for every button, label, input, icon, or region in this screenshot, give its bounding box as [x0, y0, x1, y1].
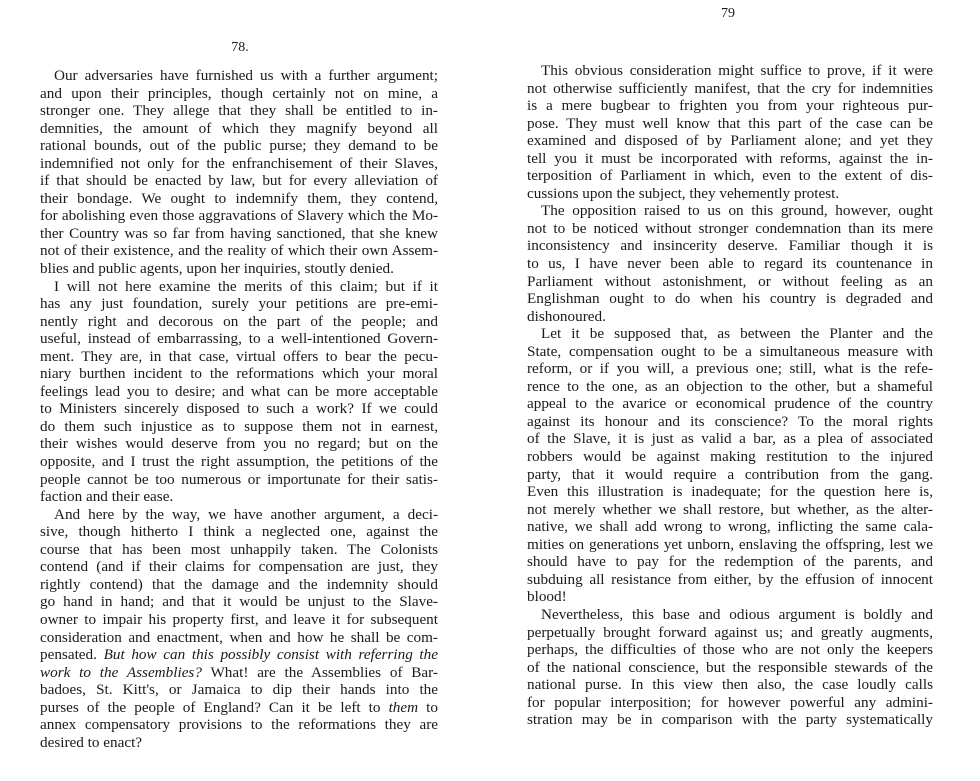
text-line: go hand in hand; and that it would be unjust to the Slave-: [40, 593, 438, 611]
text-line: perhaps, the difficulties of those who are not only the keepers: [527, 641, 933, 659]
text-line: This obvious consideration might suffice to prove, if it were: [541, 62, 933, 79]
text-line: course that has been most unhappily taken. The Colonists: [40, 540, 438, 558]
left-page-text: [40, 67, 438, 751]
text-line: annex compensatory provisions to the reformations they are: [40, 716, 438, 734]
text-line: not otherwise sufficiently manifest, that the cry for indemnities: [527, 79, 933, 97]
text-line: blies and public agents, upon her inquiries, stoutly denied.: [40, 260, 394, 278]
italic-text: work to the Assemblies?: [40, 663, 202, 681]
text-line: owner to impair his property first, and leave it for subsequent: [40, 610, 438, 628]
text-line: tell you it must be incorporated with reforms, against the in-: [527, 149, 933, 167]
text-line: subduing all resistance from either, by the effusion of innocent: [527, 570, 933, 588]
text-line: contend (and if their claims for compensation are just, they: [40, 558, 438, 576]
text-line: [40, 699, 438, 717]
text-line: pose. They must well know that this part of the case can be: [527, 114, 933, 132]
text-line: feelings lead you to desire; and what can be more acceptable: [40, 382, 438, 400]
text-line: against its honour and its conscience? To the moral rights: [527, 412, 933, 430]
italic-text: them: [388, 698, 419, 716]
text-line: of the Slave, it is just as valid a bar, as a plea of associated: [527, 430, 933, 448]
text-line: appeal to the avarice or economical prudence of the country: [527, 395, 933, 413]
text-line: [40, 646, 438, 664]
text-line: faction and their ease.: [40, 488, 174, 506]
text-line: Even this illustration is inadequate; for the question here is,: [527, 483, 933, 501]
text-line: indemnified not only for the enfranchisement of their Slaves,: [40, 154, 438, 172]
text-line: blood!: [527, 588, 567, 606]
text-line: And here by the way, we have another argument, a deci-: [54, 505, 438, 523]
text-line: to us, I have never been able to regard its countenance in: [527, 255, 933, 273]
text-line: for abolishing even those aggravations of Slavery which the Mo-: [40, 207, 438, 225]
text-line: not to be noticed without stronger condemnation than its mere: [527, 219, 933, 237]
text-line: nently right and decorous on the part of the people; and: [40, 312, 438, 330]
text-line: for popular interposition; for however powerful any admini-: [527, 693, 933, 711]
text-line: do them such injustice as to suppose them not in earnest,: [40, 417, 438, 435]
text-line: should have to pay for the redemption of the parents, and: [527, 553, 933, 571]
text-line: demnities, the amount of which they magnify beyond all: [40, 119, 438, 137]
text-line: [40, 664, 438, 682]
text-line: Let it be supposed that, as between the Planter and the: [541, 325, 933, 343]
italic-text: But how can this possibly consist with referring the: [103, 646, 438, 664]
text-line: not merely whether we shall restore, but whether, as the alter-: [527, 500, 933, 518]
text-line: of the national conscience, but the responsible stewards of the: [527, 658, 933, 676]
text-line: party, that it would require a contribution from the gang.: [527, 465, 933, 483]
text-line: consideration and enactment, when and how he shall be com-: [40, 628, 438, 646]
text-line: rence to the one, as an objection to the other, but a shameful: [527, 377, 933, 395]
text-line: rightly contend) that the damage and the indemnity should: [40, 575, 438, 593]
text-line: badoes, St. Kitt's, or Jamaica to dip their hands into the: [40, 681, 438, 699]
text-line: stronger one. They allege that they shall be entitled to in-: [40, 102, 438, 120]
page-number: 78.: [231, 40, 249, 55]
text-line: inconsistency and insincerity deserve. Familiar though it is: [527, 237, 933, 255]
text-segment: purses of the people of England? Can it be left to: [40, 698, 389, 716]
text-line: State, compensation ought to be a simultaneous measure with: [527, 342, 933, 360]
text-line: robbers would be against making restitution to the injured: [527, 448, 933, 466]
text-line: mities on generations yet unborn, enslaving the offspring, lest we: [527, 535, 933, 553]
text-line: if that should be enacted by law, but for every alleviation of: [40, 172, 438, 190]
text-line: perpetually brought forward against us; and greatly augments,: [527, 623, 933, 641]
text-line: stration may be in comparison with the party systematically: [527, 711, 933, 729]
text-line: Englishman ought to do when his country is degraded and: [527, 290, 933, 308]
text-line: The opposition raised to us on this ground, however, ought: [541, 202, 933, 220]
text-line: examined and disposed of by Parliament alone; and yet they: [527, 132, 933, 150]
text-line: rational bounds, out of the public purse; they demand to be: [40, 137, 438, 155]
text-line: is a mere bugbear to frighten you from your righteous pur-: [527, 97, 933, 115]
text-line: to Ministers sincerely disposed to such a work? If we could: [40, 400, 438, 418]
text-line: sive, though hitherto I think a neglected one, against the: [40, 523, 438, 541]
text-line: people cannot be too numerous or importunate for their satis-: [40, 470, 438, 488]
text-line: their wishes would deserve from you no regard; but on the: [40, 435, 438, 453]
text-line: Our adversaries have furnished us with a further argument;: [54, 67, 438, 84]
text-line: native, we shall add wrong to wrong, inflicting the same cala-: [527, 518, 933, 536]
text-segment: pensated.: [40, 646, 104, 664]
text-line: useful, instead of embarrassing, to a well-intentioned Govern-: [40, 330, 438, 348]
right-page-text: [527, 62, 933, 729]
text-line: opposite, and I trust the right assumption, the petitions of the: [40, 453, 438, 471]
text-segment: to: [418, 698, 438, 716]
text-line: I will not here examine the merits of this claim; but if it: [54, 277, 438, 295]
text-line: desired to enact?: [40, 733, 143, 751]
text-line: Parliament without astonishment, or without feeling as an: [527, 272, 933, 290]
text-line: cussions upon the subject, they vehemently protest.: [527, 184, 840, 202]
text-line: has any just foundation, surely your petitions are pre-emi-: [40, 295, 438, 313]
page-number: 79: [721, 6, 735, 21]
text-line: ment. They are, in that case, virtual offers to bear the pecu-: [40, 347, 438, 365]
text-line: and upon their principles, though certainly not on mine, a: [40, 84, 438, 102]
text-line: reform, or if you will, a previous one; still, what is the refe-: [527, 360, 933, 378]
text-line: national purse. In this view then also, the case loudly calls: [527, 676, 933, 694]
text-line: not of their existence, and the reality of which their own Assem-: [40, 242, 438, 260]
text-line: Nevertheless, this base and odious argument is boldly and: [541, 605, 933, 623]
text-line: ther Country was so far from having sanctioned, that she knew: [40, 224, 438, 242]
text-segment: What! are the Assemblies of Bar-: [201, 663, 438, 681]
text-line: dishonoured.: [527, 307, 606, 325]
text-line: their bondage. We ought to indemnify them, they contend,: [40, 189, 438, 207]
text-line: terposition of Parliament in which, even to the extent of dis-: [527, 167, 933, 185]
text-line: niary burthen incident to the reformations which your moral: [40, 365, 438, 383]
